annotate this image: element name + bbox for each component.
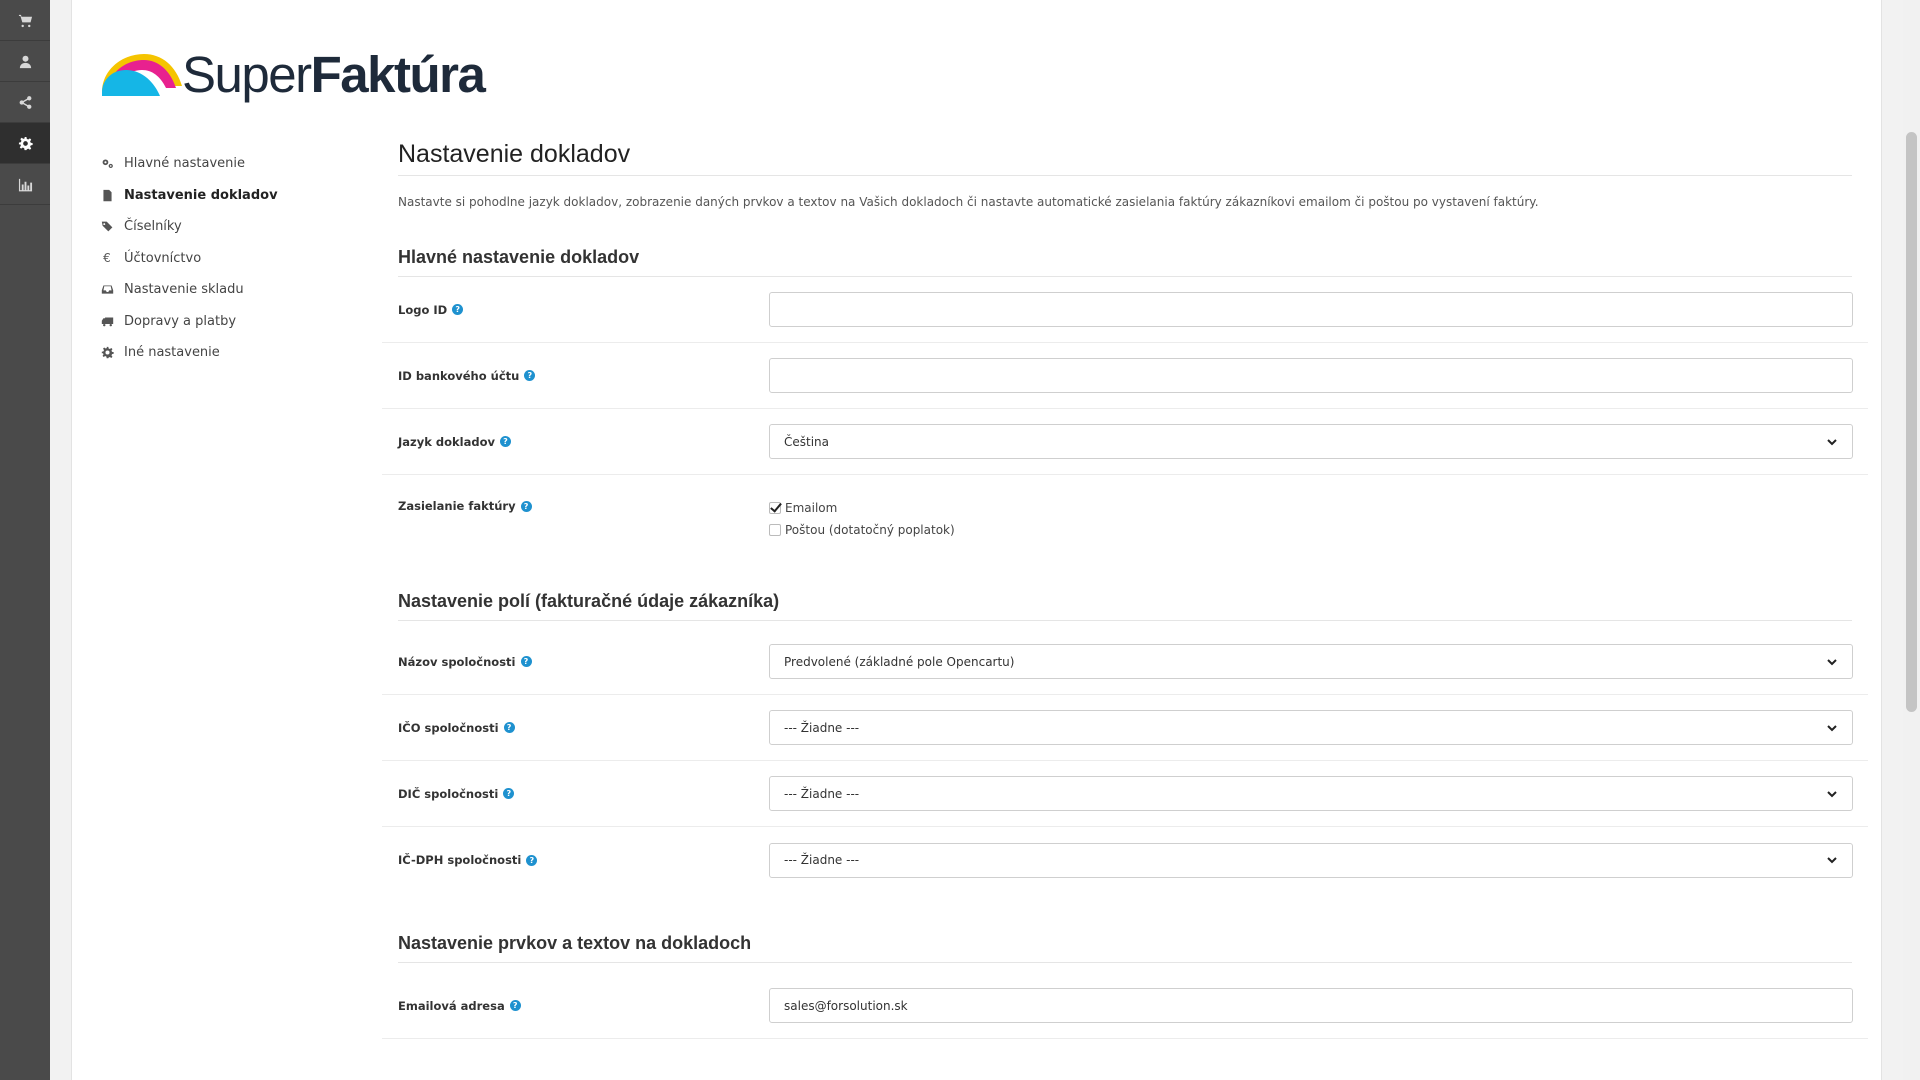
admin-menu-marketing[interactable]: [0, 82, 50, 123]
euro-icon: €: [103, 251, 111, 266]
logo-text-super: Super: [182, 45, 311, 103]
form-row-bank-id: [382, 343, 1868, 409]
truck-icon: [100, 315, 114, 328]
sidebar-item-label: Nastavenie dokladov: [124, 187, 278, 203]
help-icon[interactable]: ?: [500, 436, 511, 447]
help-icon[interactable]: ?: [521, 501, 532, 512]
logo-id-input[interactable]: [769, 292, 1853, 327]
page-scrollbar[interactable]: [1903, 0, 1920, 1080]
select-value: Čeština: [784, 434, 830, 449]
field-label: IČO spoločnosti: [398, 720, 499, 735]
ico-select[interactable]: [769, 710, 1853, 745]
bank-id-input[interactable]: [769, 358, 1853, 393]
rainbow-logo-icon: [100, 48, 184, 100]
company-name-label: [398, 655, 769, 669]
chevron-down-icon: [1826, 854, 1838, 866]
sending-post-option[interactable]: [769, 523, 955, 537]
dic-label: [398, 787, 769, 801]
page-description: Nastavte si pohodlne jazyk dokladov, zobrazenie daných prvkov a textov na Vašich dokladoch či nastavte automatické zasielania faktúry zákazníkovi emailom či poštou po vystavení faktúry.: [398, 195, 1539, 209]
field-label: Zasielanie faktúry: [398, 499, 516, 513]
language-select[interactable]: [769, 424, 1853, 459]
field-label: ID bankového účtu: [398, 368, 520, 383]
select-value: --- Žiadne ---: [784, 853, 860, 867]
help-icon[interactable]: ?: [524, 370, 535, 381]
help-icon[interactable]: ?: [452, 304, 463, 315]
section-title-prvky: Nastavenie prvkov a textov na dokladoch: [398, 933, 1852, 963]
field-label: Emailová adresa: [398, 998, 505, 1013]
sidebar-item-label: Iné nastavenie: [124, 345, 220, 361]
section-title-hlavne: Hlavné nastavenie dokladov: [398, 247, 1852, 277]
chevron-down-icon: [1826, 722, 1838, 734]
form-row-company-name: [382, 621, 1868, 695]
form-row-ico: [382, 695, 1868, 761]
sending-label: [398, 499, 769, 513]
company-name-select[interactable]: [769, 644, 1853, 679]
superfaktura-logo: [100, 46, 484, 102]
bar-chart-icon: [18, 177, 33, 192]
sidebar-item-uctovnictvo[interactable]: [100, 243, 360, 275]
inbox-icon: [100, 283, 114, 296]
share-icon: [18, 95, 33, 110]
cog-icon: [100, 346, 114, 359]
main-content: [398, 140, 1852, 1039]
user-icon: [18, 54, 33, 69]
logo-id-label: [398, 303, 769, 317]
bank-id-label: [398, 369, 769, 383]
admin-menu-customers[interactable]: [0, 41, 50, 82]
form-row-language: [382, 409, 1868, 475]
form-row-dic: [382, 761, 1868, 827]
field-label: Logo ID: [398, 302, 448, 317]
logo-wordmark: [182, 45, 485, 103]
form-row-logo-id: [382, 277, 1868, 343]
chevron-down-icon: [1826, 656, 1838, 668]
chevron-down-icon: [1826, 788, 1838, 800]
language-label: [398, 435, 769, 449]
email-label: [398, 999, 769, 1013]
field-label: DIČ spoločnosti: [398, 786, 499, 801]
sending-options: [769, 499, 955, 537]
page-title: Nastavenie dokladov: [398, 140, 1852, 176]
settings-sidebar: [100, 148, 360, 369]
sidebar-item-label: Účtovníctvo: [124, 250, 202, 266]
help-icon[interactable]: ?: [526, 855, 537, 866]
checkbox-label: Poštou (dotatočný poplatok): [785, 523, 955, 537]
scrollbar-thumb[interactable]: [1906, 132, 1917, 712]
sidebar-item-nastavenie-skladu[interactable]: [100, 274, 360, 306]
help-icon[interactable]: ?: [521, 656, 532, 667]
sidebar-item-label: Číselníky: [124, 219, 182, 235]
form-row-icdph: [382, 827, 1868, 893]
dic-select[interactable]: [769, 776, 1853, 811]
field-label: Názov spoločnosti: [398, 654, 516, 669]
sidebar-item-dopravy-a-platby[interactable]: [100, 306, 360, 338]
file-icon: [100, 189, 114, 202]
admin-menu-reports[interactable]: [0, 164, 50, 205]
cogs-icon: [100, 157, 114, 170]
field-label: Jazyk dokladov: [398, 434, 495, 449]
sidebar-item-label: Hlavné nastavenie: [124, 156, 245, 172]
help-icon[interactable]: ?: [504, 722, 515, 733]
checkbox-label: Emailom: [785, 501, 838, 515]
shopping-cart-icon: [18, 13, 33, 28]
help-icon[interactable]: ?: [503, 788, 514, 799]
sidebar-item-ciselniky[interactable]: [100, 211, 360, 243]
select-value: --- Žiadne ---: [784, 720, 860, 735]
form-row-invoice-sending: [382, 475, 1868, 567]
chevron-down-icon: [1826, 436, 1838, 448]
select-value: --- Žiadne ---: [784, 786, 860, 801]
sending-email-option[interactable]: [769, 501, 955, 515]
tags-icon: [100, 220, 114, 233]
sidebar-item-label: Dopravy a platby: [124, 313, 237, 329]
field-label: IČ-DPH spoločnosti: [398, 853, 522, 867]
post-checkbox[interactable]: [769, 524, 781, 536]
section-title-polia: Nastavenie polí (fakturačné údaje zákazníka): [398, 591, 1852, 621]
cog-icon: [18, 136, 33, 151]
select-value: Predvolené (základné pole Opencartu): [784, 654, 1015, 669]
sidebar-item-ine-nastavenie[interactable]: [100, 337, 360, 369]
sidebar-item-hlavne-nastavenie[interactable]: [100, 148, 360, 180]
email-input[interactable]: sales@forsolution.sk: [769, 988, 1853, 1023]
ico-label: [398, 721, 769, 735]
help-icon[interactable]: ?: [510, 1000, 521, 1011]
admin-menu-system[interactable]: [0, 123, 50, 164]
admin-icon-column: [0, 0, 50, 1080]
form-row-email: [382, 963, 1868, 1039]
sidebar-item-nastavenie-dokladov[interactable]: [100, 180, 360, 212]
logo-text-faktura: Faktúra: [310, 45, 485, 103]
icdph-select[interactable]: [769, 843, 1853, 878]
admin-menu-cart[interactable]: [0, 0, 50, 41]
icdph-label: [398, 853, 769, 867]
sidebar-item-label: Nastavenie skladu: [124, 282, 244, 298]
email-checkbox[interactable]: [769, 502, 781, 514]
